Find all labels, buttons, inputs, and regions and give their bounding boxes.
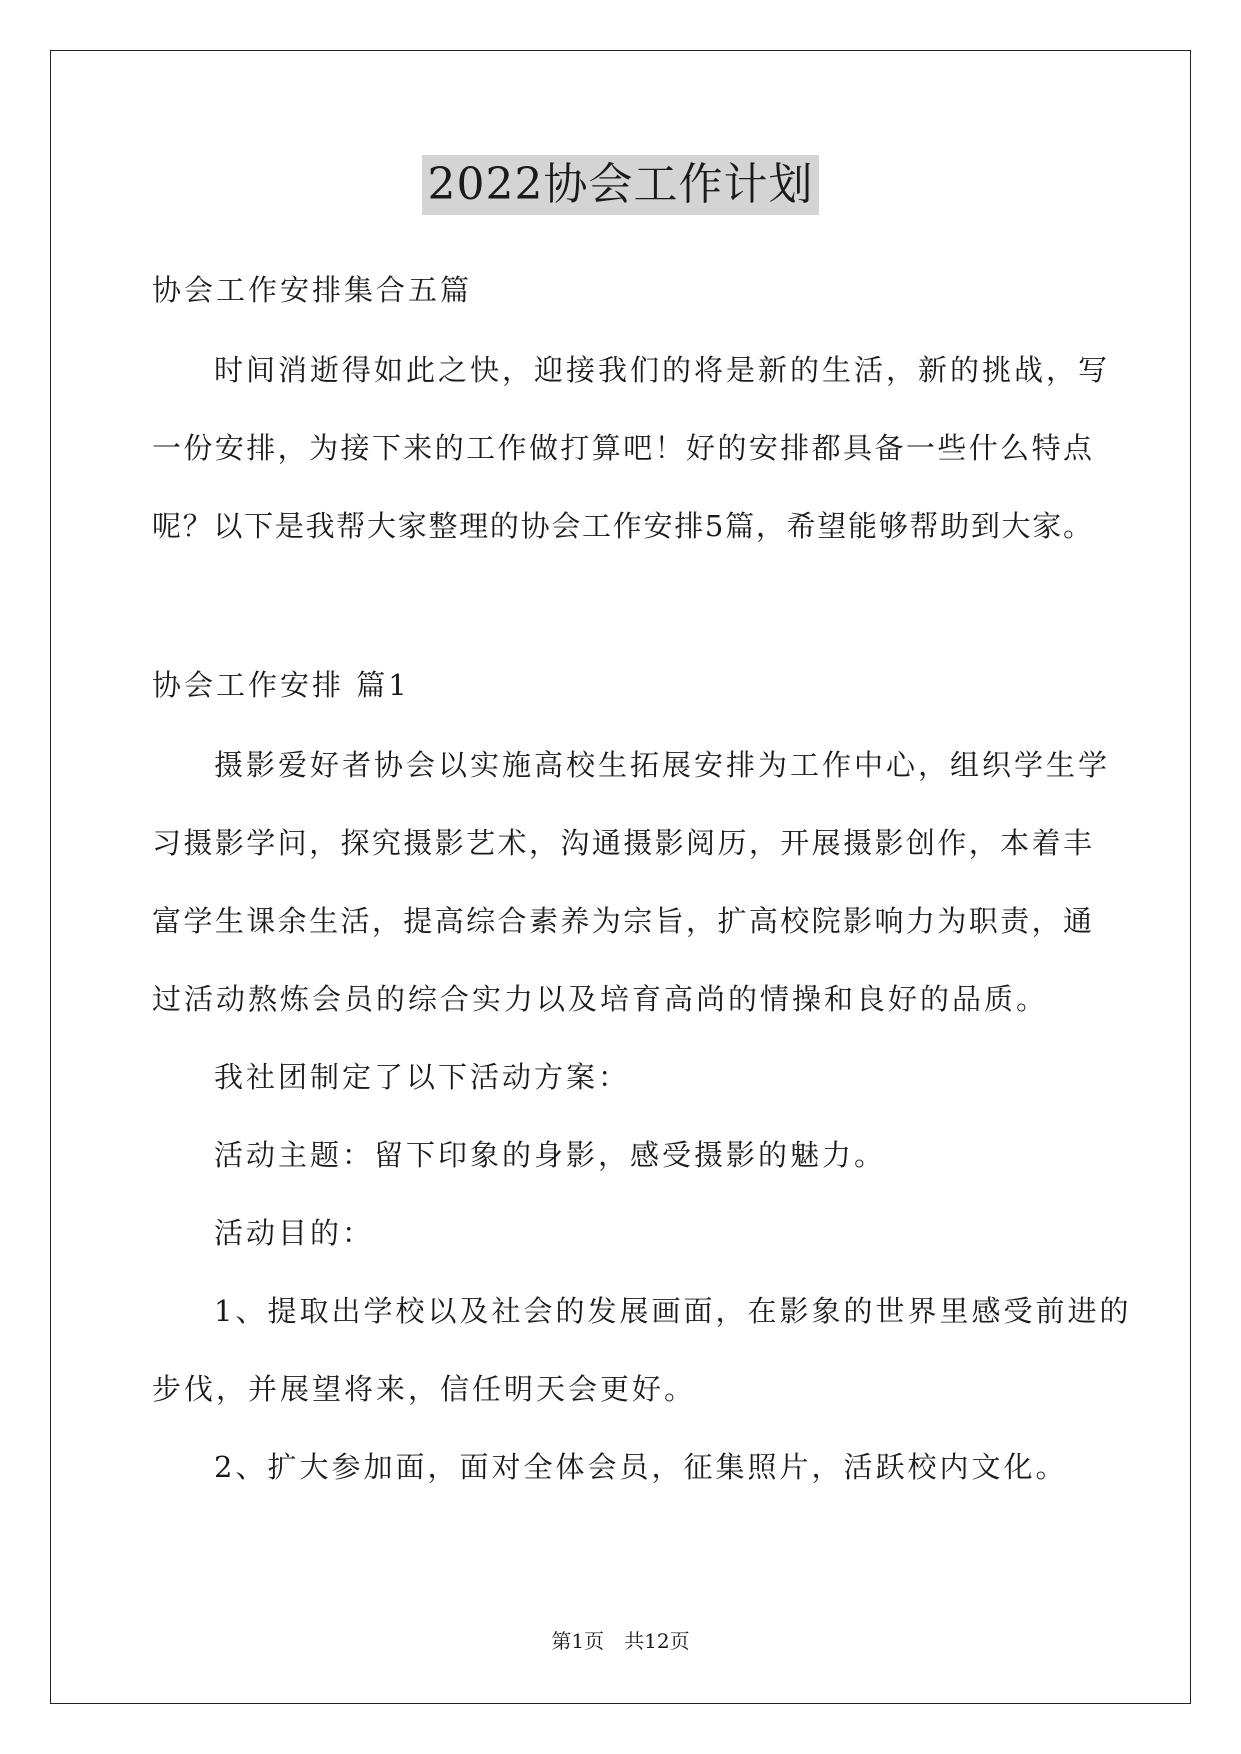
list-item: 2、扩大参加面，面对全体会员，征集照片，活跃校内文化。	[214, 1450, 1068, 1484]
paragraph-line: 习摄影学问，探究摄影艺术，沟通摄影阅历，开展摄影创作，本着丰	[152, 826, 1092, 860]
paragraph-line: 富学生课余生活，提高综合素养为宗旨，扩高校院影响力为职责，通	[152, 904, 1092, 938]
list-item: 1、提取出学校以及社会的发展画面，在影象的世界里感受前进的	[214, 1294, 1132, 1328]
paragraph-line: 呢？以下是我帮大家整理的协会工作安排5篇，希望能够帮助到大家。	[152, 509, 1092, 543]
paragraph-line: 我社团制定了以下活动方案：	[214, 1060, 631, 1094]
paragraph-line: 过活动熬炼会员的综合实力以及培育高尚的情操和良好的品质。	[152, 982, 1049, 1016]
paragraph-line: 活动主题：留下印象的身影，感受摄影的魅力。	[214, 1138, 887, 1172]
paragraph-line: 活动目的：	[214, 1216, 375, 1250]
paragraph-line: 步伐，并展望将来，信任明天会更好。	[152, 1372, 697, 1406]
paragraph-line: 时间消逝得如此之快，迎接我们的将是新的生活，新的挑战，写	[214, 353, 1111, 387]
page-number: 第1页 共12页	[551, 1629, 690, 1653]
paragraph-line: 摄影爱好者协会以实施高校生拓展安排为工作中心，组织学生学	[214, 748, 1111, 782]
section-heading: 协会工作安排 篇1	[152, 668, 410, 702]
document-title: 2022协会工作计划	[422, 155, 820, 215]
document-subtitle: 协会工作安排集合五篇	[152, 273, 473, 307]
title-container	[0, 155, 1241, 215]
paragraph-line: 一份安排，为接下来的工作做打算吧！好的安排都具备一些什么特点	[152, 431, 1092, 465]
